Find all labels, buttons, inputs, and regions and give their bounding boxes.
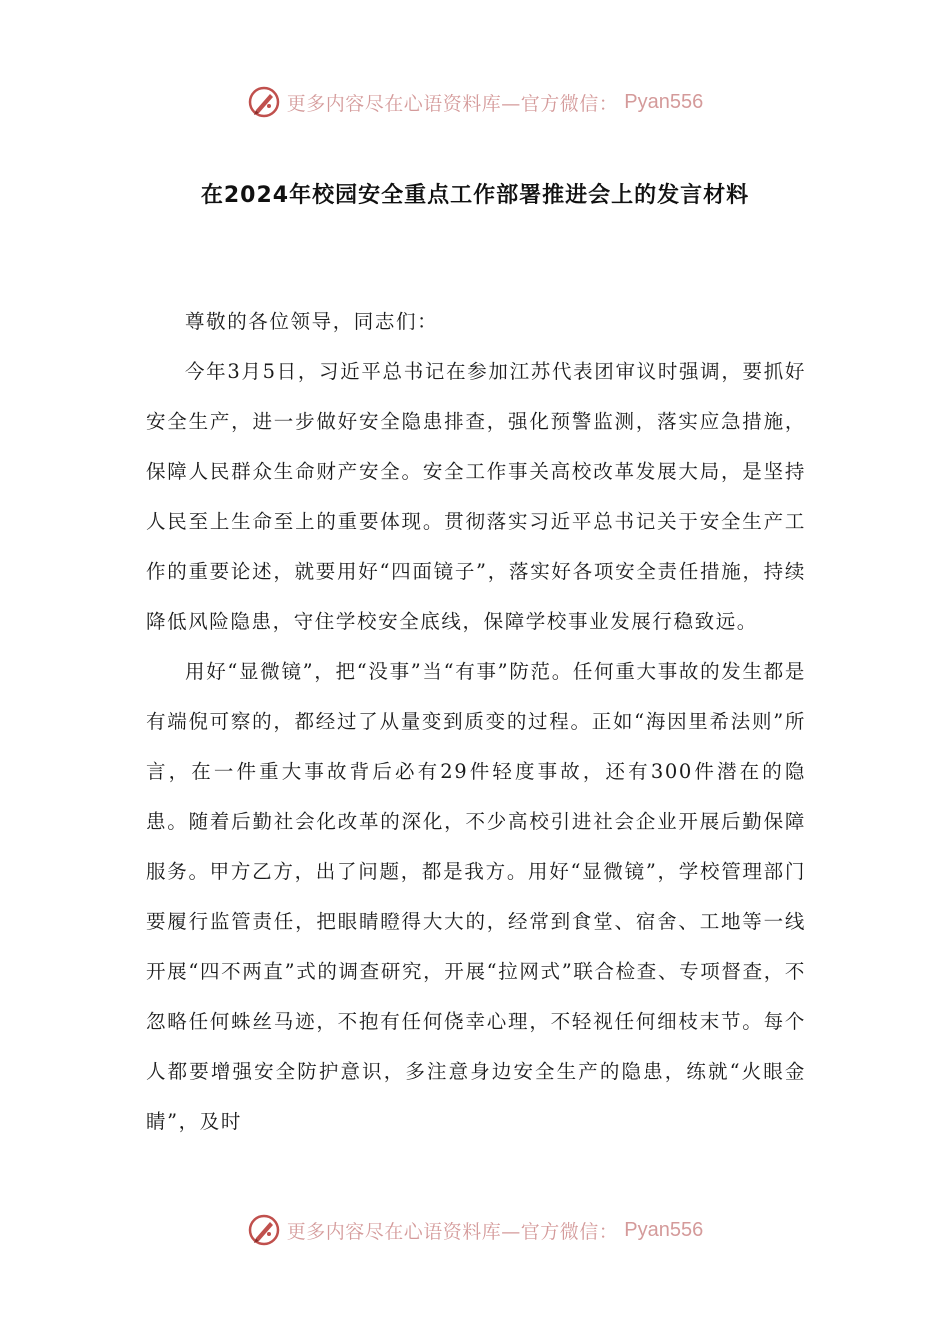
document-body (146, 297, 806, 1147)
watermark-text: 更多内容尽在心语资料库—官方微信： (286, 92, 619, 115)
paragraph: 今年3月5日，习近平总书记在参加江苏代表团审议时强调，要抓好安全生产，进一步做好安全隐患排查，强化预警监测，落实应急措施，保障人民群众生命财产安全。安全工作事关高校改革发展大局，是坚持人民至上生命至上的重要体现。贯彻落实习近平总书记关于安全生产工作的重要论述，就要用好“四面镜子”，落实好各项安全责任措施，持续降低风险隐患，守住学校安全底线，保障学校事业发展行稳致远。 (146, 360, 806, 633)
footer-watermark (0, 1210, 950, 1250)
watermark-wechat-id: Pyan556 (624, 90, 704, 113)
salutation: 尊敬的各位领导，同志们： (185, 310, 439, 333)
watermark-wechat-id: Pyan556 (624, 1218, 704, 1241)
watermark-text: 更多内容尽在心语资料库—官方微信： (286, 1220, 619, 1243)
header-watermark (0, 82, 950, 122)
pen-logo-icon (247, 85, 281, 119)
document-title: 在2024年校园安全重点工作部署推进会上的发言材料 (200, 183, 750, 208)
paragraph: 用好“显微镜”，把“没事”当“有事”防范。任何重大事故的发生都是有端倪可察的，都经过了从量变到质变的过程。正如“海因里希法则”所言，在一件重大事故背后必有29件轻度事故，还有300件潜在的隐患。随着后勤社会化改革的深化，不少高校引进社会企业开展后勤保障服务。甲方乙方，出了问题，都是我方。用好“显微镜”，学校管理部门要履行监管责任，把眼睛瞪得大大的，经常到食堂、宿舍、工地等一线开展“四不两直”式的调查研究，开展“拉网式”联合检查、专项督查，不忽略任何蛛丝马迹，不抱有任何侥幸心理，不轻视任何细枝末节。每个人都要增强安全防护意识，多注意身边安全生产的隐患，练就“火眼金睛”，及时 (146, 660, 806, 1133)
pen-logo-icon (247, 1213, 281, 1247)
